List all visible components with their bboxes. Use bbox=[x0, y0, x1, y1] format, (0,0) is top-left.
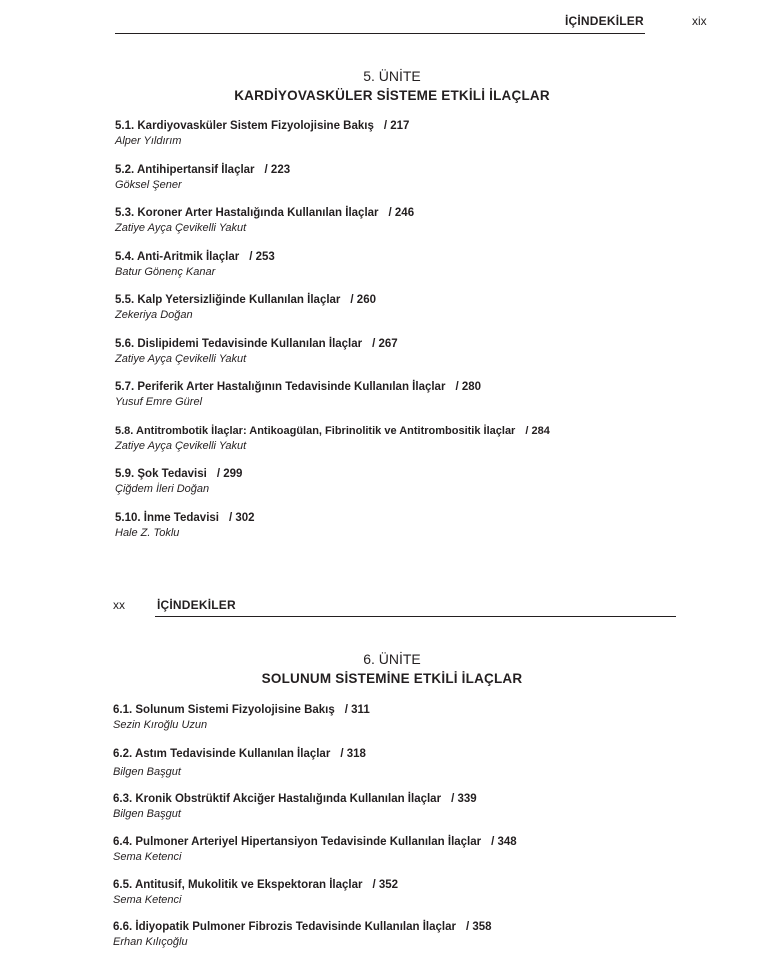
toc-entry-page: / 352 bbox=[372, 879, 399, 891]
toc-entry-title[interactable]: 6.4. Pulmoner Arteriyel Hipertansiyon Tedavisinde Kullanılan İlaçlar bbox=[113, 836, 482, 848]
toc-entry[interactable] bbox=[113, 792, 477, 821]
toc-entry-title[interactable]: 5.4. Anti-Aritmik İlaçlar bbox=[115, 251, 240, 263]
toc-entry-author: Sema Ketenci bbox=[113, 851, 182, 863]
toc-entry-page: / 358 bbox=[465, 921, 492, 933]
toc-entry-title[interactable]: 5.5. Kalp Yetersizliğinde Kullanılan İlaçlar bbox=[115, 294, 341, 306]
toc-entry-page: / 217 bbox=[383, 120, 410, 132]
toc-entry-author: Sema Ketenci bbox=[113, 894, 182, 906]
toc-entry-author: Zatiye Ayça Çevikelli Yakut bbox=[115, 440, 247, 452]
toc-entry-title[interactable]: 6.3. Kronik Obstrüktif Akciğer Hastalığında Kullanılan İlaçlar bbox=[113, 793, 442, 805]
unit-number: 5. ÜNİTE bbox=[363, 68, 421, 84]
page-number: xix bbox=[692, 14, 707, 28]
toc-entry-author: Zatiye Ayça Çevikelli Yakut bbox=[115, 222, 247, 234]
toc-entry-page: / 348 bbox=[491, 836, 517, 848]
page-number: xx bbox=[113, 598, 125, 612]
toc-entry-title[interactable]: 6.5. Antitusif, Mukolitik ve Ekspektoran İlaçlar bbox=[113, 879, 363, 891]
page-header-title: İÇİNDEKİLER bbox=[157, 598, 236, 612]
toc-entry[interactable] bbox=[115, 380, 481, 409]
unit-number: 6. ÜNİTE bbox=[363, 651, 421, 667]
toc-entry[interactable] bbox=[115, 250, 275, 279]
toc-entry[interactable] bbox=[115, 511, 255, 540]
toc-entry[interactable] bbox=[115, 293, 376, 322]
toc-entry-title[interactable]: 5.2. Antihipertansif İlaçlar bbox=[115, 164, 255, 176]
toc-entry[interactable] bbox=[115, 467, 242, 496]
toc-entry[interactable] bbox=[113, 747, 366, 779]
toc-entry-title[interactable]: 6.1. Solunum Sistemi Fizyolojisine Bakış bbox=[113, 704, 335, 716]
toc-entry-title[interactable]: 5.10. İnme Tedavisi bbox=[115, 512, 219, 524]
toc-entry-author: Bilgen Başgut bbox=[113, 766, 181, 778]
toc-entry[interactable] bbox=[113, 920, 492, 949]
toc-entry[interactable] bbox=[113, 703, 370, 732]
toc-entry-page: / 311 bbox=[344, 704, 370, 716]
toc-entry-author: Zatiye Ayça Çevikelli Yakut bbox=[115, 353, 247, 365]
toc-entry-page: / 280 bbox=[455, 381, 482, 393]
toc-entry-title[interactable]: 5.7. Periferik Arter Hastalığının Tedavisinde Kullanılan İlaçlar bbox=[115, 381, 446, 393]
toc-entry[interactable] bbox=[115, 163, 290, 192]
toc-entry-page: / 253 bbox=[249, 251, 275, 263]
header-rule bbox=[115, 33, 645, 34]
toc-entry-author: Erhan Kılıçoğlu bbox=[113, 936, 188, 948]
toc-entry[interactable] bbox=[113, 878, 398, 907]
toc-entry[interactable] bbox=[115, 206, 414, 235]
toc-entry-author: Yusuf Emre Gürel bbox=[115, 396, 203, 408]
toc-entry-title[interactable]: 5.1. Kardiyovasküler Sistem Fizyolojisine Bakış bbox=[115, 120, 374, 132]
toc-entry-author: Göksel Şener bbox=[115, 179, 182, 191]
toc-entry-page: / 284 bbox=[525, 425, 550, 437]
unit-title: SOLUNUM SİSTEMİNE ETKİLİ İLAÇLAR bbox=[261, 671, 523, 686]
toc-entry-author: Çiğdem İleri Doğan bbox=[115, 483, 210, 495]
toc-entry-page: / 223 bbox=[264, 164, 291, 176]
toc-entry-author: Hale Z. Toklu bbox=[115, 527, 180, 539]
toc-entry[interactable] bbox=[115, 424, 550, 453]
toc-entry[interactable] bbox=[115, 119, 409, 148]
toc-entry-title[interactable]: 5.3. Koroner Arter Hastalığında Kullanılan İlaçlar bbox=[115, 207, 379, 219]
toc-entry-author: Batur Gönenç Kanar bbox=[115, 266, 216, 278]
toc-entry-author: Zekeriya Doğan bbox=[115, 309, 193, 321]
toc-entry-title[interactable]: 5.9. Şok Tedavisi bbox=[115, 468, 207, 480]
toc-entry-page: / 302 bbox=[228, 512, 255, 524]
toc-entry-title[interactable]: 5.6. Dislipidemi Tedavisinde Kullanılan İlaçlar bbox=[115, 338, 363, 350]
toc-entry-author: Sezin Kıroğlu Uzun bbox=[113, 719, 208, 731]
toc-entry[interactable] bbox=[115, 337, 398, 366]
toc-entry-page: / 318 bbox=[340, 748, 366, 760]
toc-entry-author: Bilgen Başgut bbox=[113, 808, 181, 820]
toc-entry-page: / 339 bbox=[451, 793, 477, 805]
toc-entry-title[interactable]: 6.6. İdiyopatik Pulmoner Fibrozis Tedavisinde Kullanılan İlaçlar bbox=[113, 921, 456, 933]
toc-entry[interactable] bbox=[113, 835, 517, 864]
toc-entry-title[interactable]: 6.2. Astım Tedavisinde Kullanılan İlaçlar bbox=[113, 748, 331, 760]
unit-title: KARDİYOVASKÜLER SİSTEME ETKİLİ İLAÇLAR bbox=[234, 88, 550, 103]
page-header-title: İÇİNDEKİLER bbox=[565, 14, 644, 28]
toc-entry-page: / 260 bbox=[350, 294, 376, 306]
toc-entry-page: / 267 bbox=[372, 338, 398, 350]
toc-entry-page: / 299 bbox=[216, 468, 243, 480]
toc-entry-page: / 246 bbox=[388, 207, 415, 219]
toc-entry-author: Alper Yıldırım bbox=[115, 135, 182, 147]
header-rule bbox=[155, 616, 676, 617]
toc-entry-title[interactable]: 5.8. Antitrombotik İlaçlar: Antikoagülan, Fibrinolitik ve Antitrombositik İlaçlar bbox=[115, 425, 516, 437]
